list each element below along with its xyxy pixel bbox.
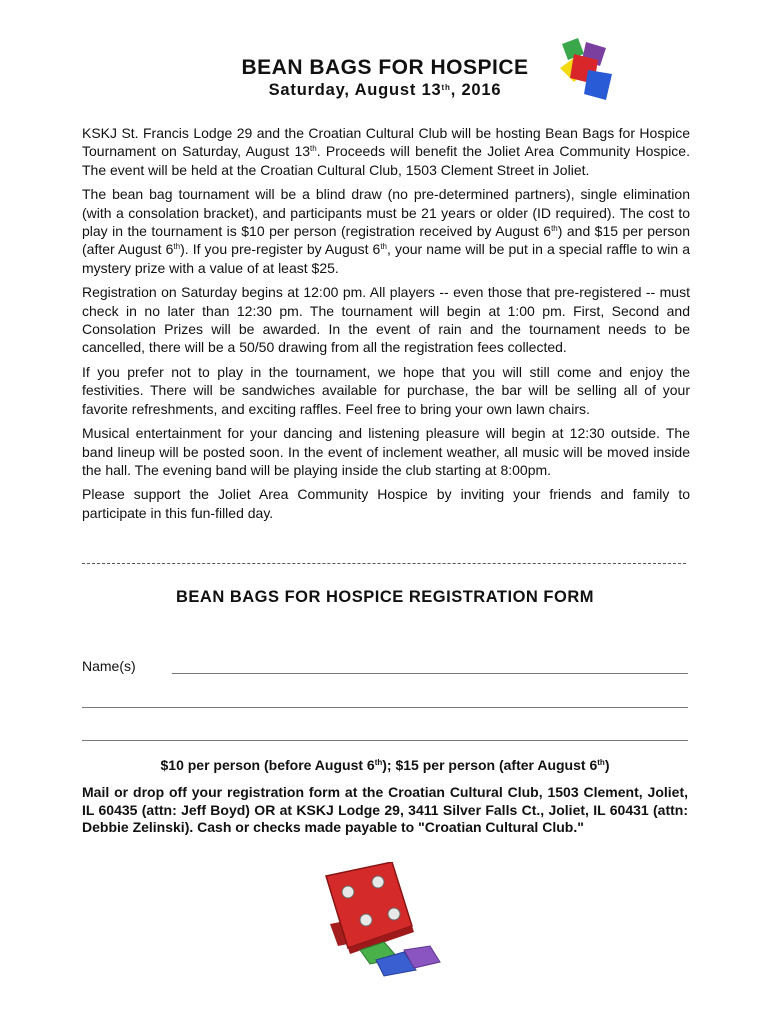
- paragraph-tournament: The bean bag tournament will be a blind draw (no pre-determined partners), single elimination (with a consolation bracket), and participants must be 21 years or older (ID required). The cost to play in the tournament is $10 per person (registration received by August 6th) and $15 per person (after August 6th). If you pre-register by August 6th, your name will be put in a special raffle to win a mystery prize with a value of at least $25.: [82, 186, 690, 276]
- paragraph-music: Musical entertainment for your dancing and listening pleasure will begin at 12:30 outside. The band lineup will be posted soon. In the event of inclement weather, all music will be moved inside the hall. The evening band will be playing inside the club starting at 8:00pm.: [82, 425, 690, 478]
- paragraph-registration: Registration on Saturday begins at 12:00 pm. All players -- even those that pre-registered -- must check in no later than 12:30 pm. The tournament will begin at 1:00 pm. First, Second and Consolation Prizes will be awarded. In the event of rain and the tournament needs to be cancelled, there will be a 50/50 drawing from all the registration fees collected.: [82, 284, 690, 356]
- cut-line-divider: [82, 563, 686, 564]
- registration-form-title: BEAN BAGS FOR HOSPICE REGISTRATION FORM: [176, 588, 594, 606]
- board-hole: [388, 908, 400, 920]
- price-info: $10 per person (before August 6th); $15 per person (after August 6th): [160, 757, 610, 773]
- bean-bags-logo-icon: [554, 38, 614, 102]
- paragraph-support: Please support the Joliet Area Community Hospice by inviting your friends and family to participate in this fun-filled day.: [82, 486, 690, 521]
- page-title: BEAN BAGS FOR HOSPICE: [241, 56, 529, 79]
- board-hole: [342, 886, 354, 898]
- board-hole: [360, 914, 372, 926]
- board-hole: [372, 876, 384, 888]
- logo-blue-square: [584, 70, 612, 100]
- event-date: Saturday, August 13th, 2016: [268, 81, 502, 99]
- names-input-line-3[interactable]: [82, 740, 688, 741]
- event-description: [82, 124, 690, 528]
- paragraph-festivities: If you prefer not to play in the tournament, we hope that you will still come and enjoy the festivities. There will be sandwiches available for purchase, the bar will be selling all of your favorite refreshments, and exciting raffles. Feel free to bring your own lawn chairs.: [82, 363, 690, 417]
- names-input-line-2[interactable]: [82, 707, 688, 708]
- cornhole-board-icon: [320, 862, 444, 980]
- paragraph-intro: KSKJ St. Francis Lodge 29 and the Croatian Cultural Club will be hosting Bean Bags for Hospice Tournament on Saturday, August 13th. Proceeds will benefit the Joliet Area Community Hospice. The event will be held at the Croatian Cultural Club, 1503 Clement Street in Joliet.: [82, 125, 690, 178]
- names-label: Name(s): [82, 658, 136, 674]
- mailing-instructions: Mail or drop off your registration form at the Croatian Cultural Club, 1503 Clement, Joliet, IL 60435 (attn: Jeff Boyd) OR at KSKJ Lodge 29, 3411 Silver Falls Ct., Joliet, IL 60431 (attn: Debbie Zelinski). Cash or checks made payable to "Croatian Cultural Club.": [82, 784, 688, 835]
- names-input-line[interactable]: [172, 673, 688, 674]
